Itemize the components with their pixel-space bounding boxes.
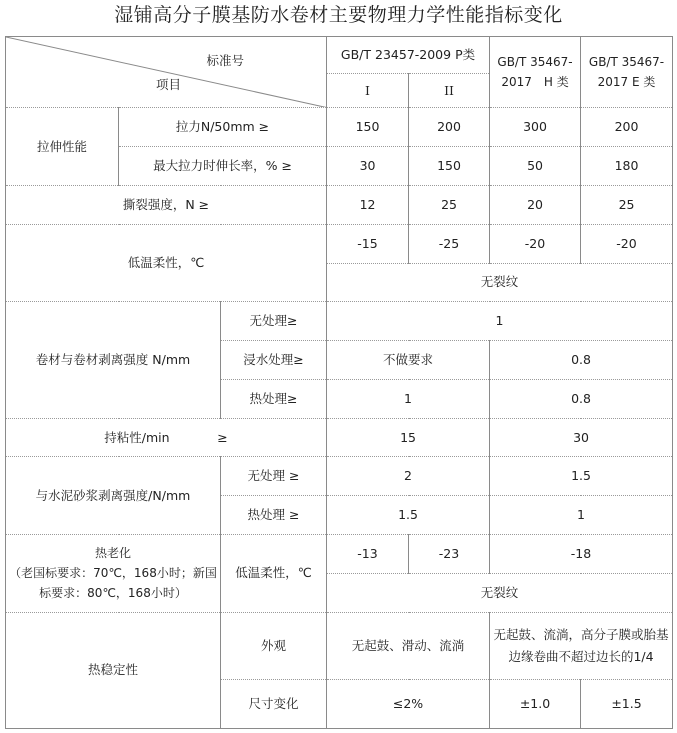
header-class-i: I [327,73,409,108]
tensile-force-e: 200 [581,108,673,147]
thermal-appearance-label: 外观 [221,612,327,679]
peel-mortar-heat-label: 热处理 ≥ [221,496,327,535]
tensile-elongation-i: 30 [327,147,409,186]
tack-old: 15 [327,418,490,457]
peel-mortar-group-label: 与水泥砂浆剥离强度/N/mm [6,457,221,535]
aging-i: -13 [327,535,409,574]
tear-label: 撕裂强度，N ≥ [6,185,327,224]
aging-note: 无裂纹 [327,573,673,612]
peel-mortar-untreated-new: 1.5 [490,457,673,496]
tack-label: 持粘性/min ≥ [6,418,327,457]
tensile-force-h: 300 [490,108,581,147]
low-temp-note: 无裂纹 [327,263,673,302]
peel-sheet-untreated-label: 无处理≥ [221,302,327,341]
thermal-dimension-label: 尺寸变化 [221,679,327,728]
table-row [6,302,673,341]
aging-group-label [6,535,221,613]
header-gb23457: GB/T 23457-2009 P类 [327,37,490,74]
table-title: 湿铺高分子膜基防水卷材主要物理力学性能指标变化 [114,4,563,26]
thermal-dimension-old: ≤2% [327,679,490,728]
aging-group-note: （老国标要求：70℃，168小时；新国标要求：80℃，168小时） [9,566,217,601]
peel-sheet-water-label: 浸水处理≥ [221,341,327,380]
thermal-dimension-h: ±1.0 [490,679,581,728]
peel-sheet-heat-new: 0.8 [490,379,673,418]
tear-h: 20 [490,185,581,224]
tear-e: 25 [581,185,673,224]
tensile-elongation-h: 50 [490,147,581,186]
diagonal-line [6,37,326,107]
aging-new: -18 [490,535,673,574]
peel-sheet-group-label: 卷材与卷材剥离强度 N/mm [6,302,221,418]
peel-mortar-untreated-old: 2 [327,457,490,496]
low-temp-i: -15 [327,224,409,263]
thermal-dimension-e: ±1.5 [581,679,673,728]
thermal-group-label: 热稳定性 [6,612,221,728]
peel-mortar-heat-old: 1.5 [327,496,490,535]
aging-group-title: 热老化 [94,546,131,561]
tack-new: 30 [490,418,673,457]
thermal-appearance-old: 无起鼓、滑动、流淌 [327,612,490,679]
tear-ii: 25 [409,185,490,224]
tensile-elongation-label: 最大拉力时伸长率，% ≥ [119,147,327,186]
peel-mortar-heat-new: 1 [490,496,673,535]
peel-sheet-water-new: 0.8 [490,341,673,380]
tensile-elongation-e: 180 [581,147,673,186]
tensile-force-i: 150 [327,108,409,147]
table-row [6,612,673,679]
tensile-force-label: 拉力N/50mm ≥ [119,108,327,147]
table-row [6,418,673,457]
table-row [6,185,673,224]
tensile-force-ii: 200 [409,108,490,147]
header-diagonal-cell [6,37,327,108]
low-temp-h: -20 [490,224,581,263]
table-row [6,457,673,496]
table-row [6,535,673,574]
tensile-elongation-ii: 150 [409,147,490,186]
peel-sheet-untreated-value: 1 [327,302,673,341]
low-temp-label: 低温柔性，℃ [6,224,327,302]
tear-i: 12 [327,185,409,224]
table-row [6,224,673,263]
aging-ii: -23 [409,535,490,574]
tensile-group-label: 拉伸性能 [6,108,119,186]
item-label: 项目 [156,77,182,92]
standard-label: 标准号 [206,53,245,68]
peel-mortar-untreated-label: 无处理 ≥ [221,457,327,496]
thermal-appearance-new: 无起鼓、流淌，高分子膜或胎基边缘卷曲不超过边长的1/4 [490,612,673,679]
table-row [6,108,673,147]
header-row [6,37,673,74]
low-temp-e: -20 [581,224,673,263]
peel-sheet-heat-old: 1 [327,379,490,418]
header-gb35467-e: GB/T 35467-2017 E 类 [581,37,673,108]
aging-low-temp-label: 低温柔性，℃ [221,535,327,613]
peel-sheet-water-old: 不做要求 [327,341,490,380]
header-gb35467-h: GB/T 35467-2017 H 类 [490,37,581,108]
spec-table [5,36,673,729]
header-class-ii: II [409,73,490,108]
low-temp-ii: -25 [409,224,490,263]
peel-sheet-heat-label: 热处理≥ [221,379,327,418]
